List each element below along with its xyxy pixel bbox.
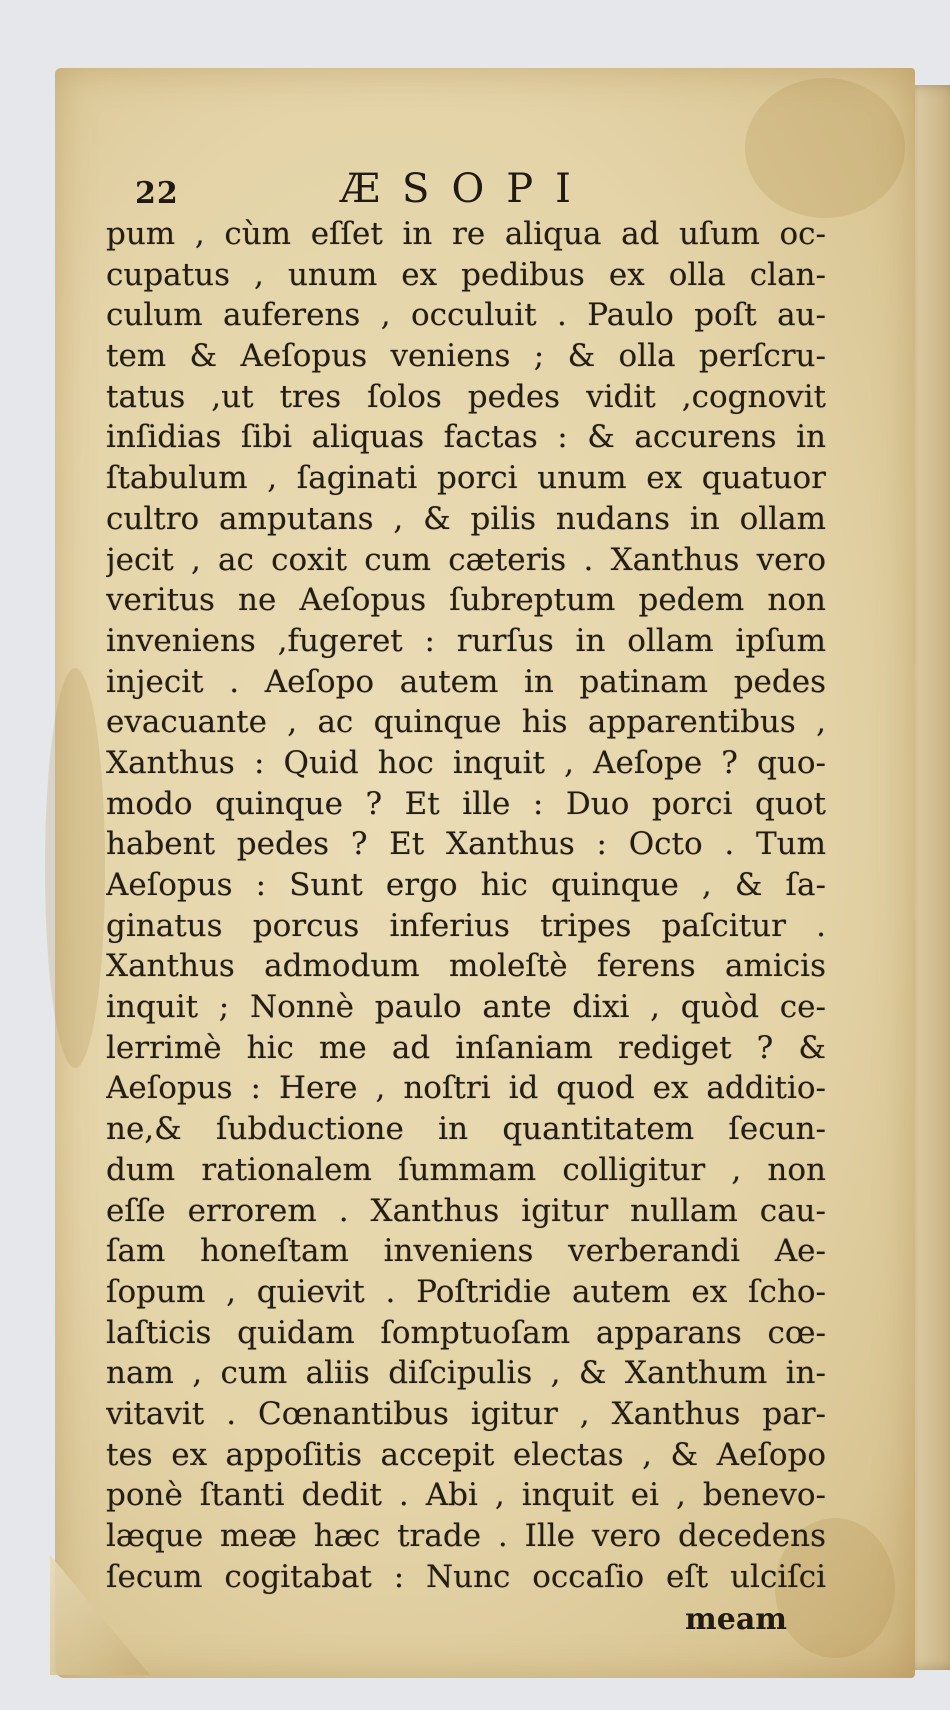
catchword: meam	[685, 1602, 788, 1637]
text-line: cupatus , unum ex pedibus ex olla clan-	[106, 256, 826, 293]
text-line: culum auferens , occuluit . Paulo poſt au-	[106, 297, 826, 334]
text-line: modo quinque ? Et ille : Duo porci quot	[106, 785, 826, 822]
text-line: lerrimè hic me ad inſaniam rediget ? &	[106, 1029, 826, 1066]
text-line: ponè ſtanti dedit . Abi , inquit ei , benevo-	[106, 1477, 826, 1514]
text-line: cultro amputans , & pilis nudans in ollam	[106, 500, 826, 537]
text-line: ſecum cogitabat : Nunc occaſio eſt ulciſci	[106, 1558, 826, 1595]
text-line: Xanthus : Quid hoc inquit , Aeſope ? quo-	[106, 744, 826, 781]
text-line: Aeſopus : Here , noſtri id quod ex additio-	[106, 1070, 826, 1107]
text-line: ginatus porcus inferius tripes paſcitur .	[106, 907, 826, 944]
text-line: laſticis quidam ſomptuoſam apparans cœ-	[106, 1314, 826, 1351]
text-line: inſidias ſibi aliquas factas : & accurens in	[106, 419, 826, 456]
text-line: Xanthus admodum moleſtè ferens amicis	[106, 948, 826, 985]
text-line: Aeſopus : Sunt ergo hic quinque , & ſa-	[106, 867, 826, 903]
text-line: ne,& ſubductione in quantitatem ſecun-	[106, 1111, 826, 1148]
running-title: ÆSOPI	[340, 166, 593, 212]
text-line: inveniens ,fugeret : rurſus in ollam ipſum	[106, 622, 826, 659]
text-line: veritus ne Aeſopus ſubreptum pedem non	[106, 582, 826, 619]
text-line: ſam honeſtam inveniens verberandi Ae-	[106, 1233, 826, 1270]
text-line: nam , cum aliis diſcipulis , & Xanthum in-	[106, 1355, 826, 1392]
text-line: tem & Aeſopus veniens ; & olla perſcru-	[106, 338, 826, 375]
page-header	[0, 166, 950, 220]
text-line: inquit ; Nonnè paulo ante dixi , quòd ce-	[106, 989, 826, 1026]
text-line: vitavit . Cœnantibus igitur , Xanthus par-	[106, 1395, 826, 1432]
text-line: injecit . Aeſopo autem in patinam pedes	[106, 663, 826, 700]
text-line: tes ex appoſitis accepit electas , & Aeſopo	[106, 1436, 826, 1473]
text-line: evacuante , ac quinque his apparentibus ,	[106, 704, 826, 741]
text-line: ſopum , quievit . Poſtridie autem ex ſcho-	[106, 1273, 826, 1310]
text-line: jecit , ac coxit cum cæteris . Xanthus vero	[106, 541, 826, 578]
page-stain	[45, 668, 105, 1068]
text-line: ſtabulum , ſaginati porci unum ex quatuor	[106, 460, 826, 497]
text-line: dum rationalem ſummam colligitur , non	[106, 1151, 826, 1188]
page-number: 22	[135, 176, 179, 211]
body-text	[106, 214, 841, 1597]
text-line: pum , cùm eſſet in re aliqua ad uſum oc-	[106, 216, 826, 252]
text-line: læque meæ hæc trade . Ille vero decedens	[106, 1518, 826, 1554]
text-line: tatus ,ut tres ſolos pedes vidit ,cognovit	[106, 378, 826, 415]
text-line: eſſe errorem . Xanthus igitur nullam cau-	[106, 1192, 826, 1229]
text-line: habent pedes ? Et Xanthus : Octo . Tum	[106, 826, 826, 863]
